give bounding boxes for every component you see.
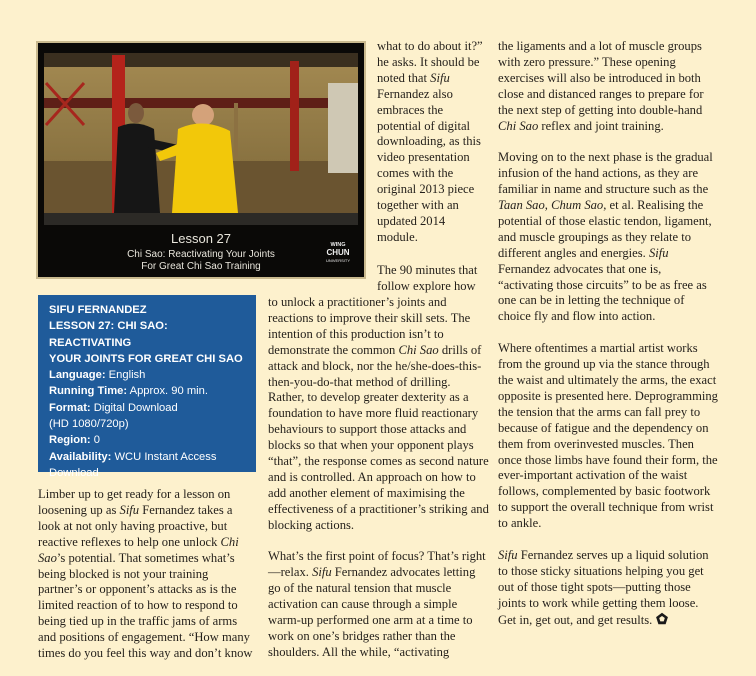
col3-paragraph-4: Sifu Fernandez serves up a liquid solution to those sticky situations helping you get out of those tight spots—putting those joints to work while getting them loose. Get in, get out, and get results. xyxy=(498,547,709,627)
video-lesson-subtitle-2: For Great Chi Sao Training xyxy=(141,261,261,272)
video-lesson-subtitle-1: Chi Sao: Reactivating Your Joints xyxy=(127,249,275,260)
info-box-lesson-2: YOUR JOINTS FOR GREAT CHI SAO xyxy=(49,352,243,365)
column-2-top-text xyxy=(377,39,487,246)
column-2-text xyxy=(268,295,489,661)
video-still-image xyxy=(36,41,366,279)
info-box-format-2: (HD 1080/720p) xyxy=(49,418,129,431)
info-box-runtime: Running Time: Approx. 90 min. xyxy=(49,385,208,398)
column-3-text xyxy=(498,39,718,628)
info-box-lesson-1: LESSON 27: CHI SAO: REACTIVATING xyxy=(49,320,168,349)
col3-paragraph-3: Where oftentimes a martial artist works from the ground up via the stance through the waist and ultimately the arms, the exact opposite is presented here. Deprogramming the tension that the arms can fall prey to because of fatigue and the dependency on them from overinvested muscles. Then once those limbs have found their form, the ever-important activation of the waist follows, complemented by basic footwork to support the overall technique from wrist to ankle. xyxy=(498,341,718,531)
svg-text:WING: WING xyxy=(330,242,346,248)
col2-paragraph-3: What’s the first point of focus? That’s right—relax. Sifu Fernandez advocates letting go of the natural tension that muscle activation can cause through a simple warm-up performed one arm at a time to work on one’s bridges rather than the shoulders. All the while, “activating xyxy=(268,549,486,659)
info-box-format: Format: Digital Download xyxy=(49,401,178,414)
col3-paragraph-1: the ligaments and a lot of muscle groups with zero pressure.” These opening exercises will also be introduced in both close and distanced ranges to prepare for the next step of getting into double-hand Chi Sao reflex and joint training. xyxy=(498,39,704,133)
info-box-availability: Availability: WCU Instant Access xyxy=(49,450,217,463)
video-lesson-title: Lesson 27 xyxy=(171,231,231,246)
info-box-region: Region: 0 xyxy=(49,434,100,447)
info-box-name: SIFU FERNANDEZ xyxy=(49,304,147,316)
svg-text:CHUN: CHUN xyxy=(326,248,350,257)
dvd-info-box xyxy=(38,295,256,479)
col2-paragraph-2: to unlock a practitioner’s joints and reactions to improve their skill sets. The intention of this production isn’t to demonstrate the common Chi Sao drills of attack and block, nor the he/she-does-this-then-you-do-that method of drilling. Rather, to develop greater dexterity as a foundation to have more fluid reactionary behaviours to support those attacks and blocks so that when your opponent plays “that”, the response comes as second nature and is controlled. An approach on how to add another element of maximising the effectiveness of a practitioner’s striking and blocking actions. xyxy=(268,295,489,532)
info-box-availability-2: Download xyxy=(49,466,99,479)
info-box-language: Language: English xyxy=(49,369,146,382)
column-2-p2-start: The 90 minutes that follow explore how xyxy=(377,263,478,293)
column-1-text xyxy=(38,487,253,662)
end-of-article-icon xyxy=(655,612,669,626)
video-scene xyxy=(38,43,364,277)
col2-paragraph-1: what to do about it?” he asks. It should be noted that Sifu Fernandez also embraces the potential of digital downloading, as this video presentation comes with the original 2013 piece together with an updated 2014 module. xyxy=(377,39,483,244)
col1-paragraph: Limber up to get ready for a lesson on loosening up as Sifu Fernandez takes a look at not only having proactive, but reactive reflexes to help one unlock Chi Sao’s potential. That sometimes what’s being blocked is not your training partner’s or opponent’s attacks as is the limited reaction of to how to respond to being tied up in the traffic jams of arms and positions of engagement. “How many times do you feel this way and don’t know xyxy=(38,487,253,661)
svg-text:UNIVERSITY: UNIVERSITY xyxy=(325,258,351,263)
col3-paragraph-2: Moving on to the next phase is the gradual infusion of the hand actions, as they are familiar in name and structure such as the Taan Sao, Chum Sao, et al. Realising the potential of those elastic tendon, ligament, and muscle groupings as they relate to different angles and energies. Sifu Fernandez advocates that one is, “activating those circuits” to be as free as one can be in letting the technique of choice fly and flow into action. xyxy=(498,150,713,324)
